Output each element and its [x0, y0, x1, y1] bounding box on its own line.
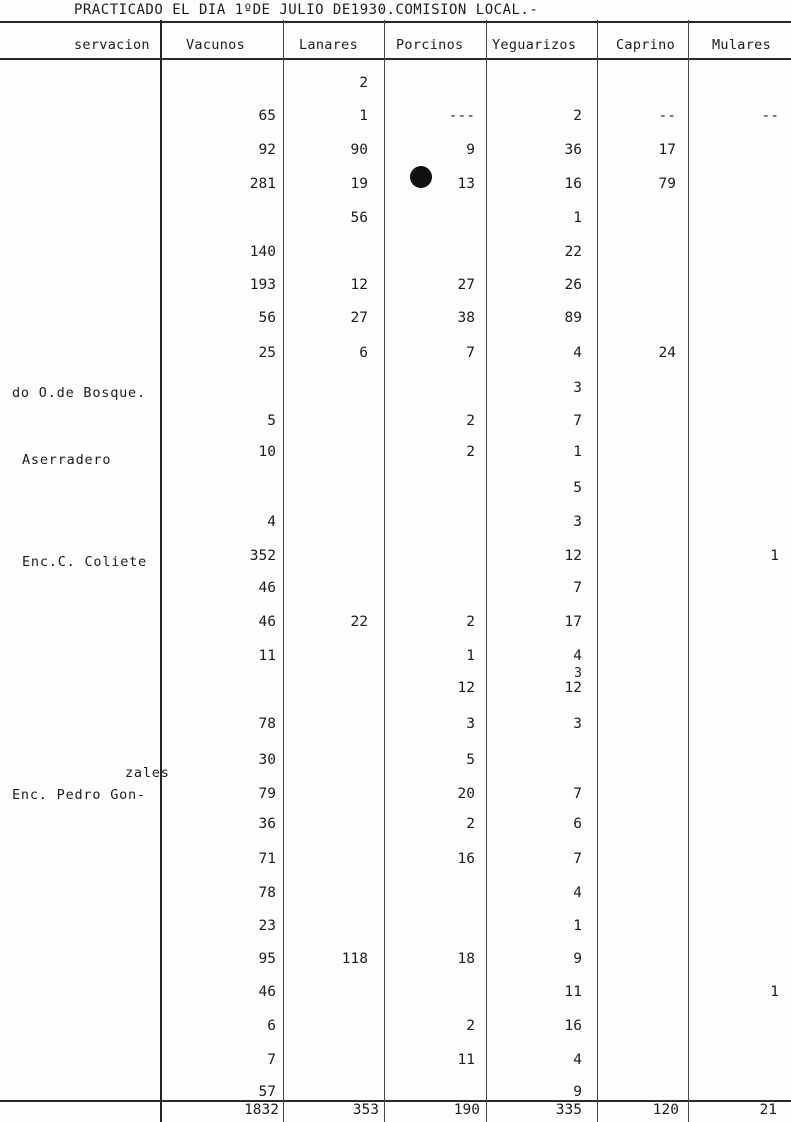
cell-vacunos: 10 [258, 444, 276, 460]
cell-lanares: 22 [350, 614, 368, 630]
cell-yeguarizos: 4 [573, 885, 582, 901]
column-divider-porcinos [486, 20, 487, 1122]
cell-vacunos: 46 [258, 580, 276, 596]
note-bosque: do O.de Bosque. [12, 385, 146, 401]
cell-lanares: 90 [350, 142, 368, 158]
cell-vacunos: 78 [258, 716, 276, 732]
cell-porcinos: 11 [457, 1052, 475, 1068]
cell-porcinos: 38 [457, 310, 475, 326]
cell-porcinos: 2 [466, 413, 475, 429]
cell-porcinos: 2 [466, 816, 475, 832]
cell-yeguarizos: 12 [564, 680, 582, 696]
cell-mulares: 1 [770, 548, 779, 564]
cell-porcinos: 12 [457, 680, 475, 696]
header-porcinos: Porcinos [396, 37, 464, 53]
cell-vacunos: 30 [258, 752, 276, 768]
cell-yeguarizos: 16 [564, 1018, 582, 1034]
column-divider-obs [160, 20, 162, 1122]
cell-porcinos: 20 [457, 786, 475, 802]
cell-yeguarizos: 5 [573, 480, 582, 496]
column-divider-vacunos [283, 20, 284, 1122]
total-mulares: 21 [759, 1102, 777, 1118]
top-rule [0, 21, 791, 23]
column-divider-yeguarizos [597, 20, 598, 1122]
header-caprino: Caprino [616, 37, 675, 53]
cell-lanares: 27 [350, 310, 368, 326]
cell-lanares: 19 [350, 176, 368, 192]
note-coliete: Enc.C. Coliete [22, 554, 147, 570]
note-pedro: Enc. Pedro Gon- [12, 787, 146, 803]
cell-vacunos: 193 [249, 277, 276, 293]
note-zales: zales [125, 765, 170, 781]
cell-porcinos: 2 [466, 1018, 475, 1034]
cell-yeguarizos: 7 [573, 786, 582, 802]
cell-yeguarizos: 1 [573, 444, 582, 460]
cell-yeguarizos: 1 [573, 210, 582, 226]
cell-lanares: 2 [359, 75, 368, 91]
cell-caprino: 24 [658, 345, 676, 361]
cell-yeguarizos: 17 [564, 614, 582, 630]
cell-vacunos: 46 [258, 614, 276, 630]
cell-porcinos: 2 [466, 614, 475, 630]
cell-yeguarizos: 22 [564, 244, 582, 260]
header-vacunos: Vacunos [186, 37, 245, 53]
cell-lanares: 1 [359, 108, 368, 124]
cell-yeguarizos: 4 [573, 1052, 582, 1068]
cell-porcinos: 2 [466, 444, 475, 460]
cell-porcinos: --- [448, 108, 475, 124]
cell-porcinos: 18 [457, 951, 475, 967]
cell-yeguarizos: 4 [573, 648, 582, 664]
cell-yeguarizos: 36 [564, 142, 582, 158]
cell-yeguarizos: 89 [564, 310, 582, 326]
cell-vacunos: 23 [258, 918, 276, 934]
column-divider-caprino [688, 20, 689, 1122]
cell-yeguarizos: 3 [573, 514, 582, 530]
cell-yeguarizos: 7 [573, 413, 582, 429]
cell-vacunos: 7 [267, 1052, 276, 1068]
ink-blot [410, 166, 432, 188]
cell-vacunos: 78 [258, 885, 276, 901]
cell-yeguarizos: 7 [573, 580, 582, 596]
cell-porcinos: 16 [457, 851, 475, 867]
cell-vacunos: 92 [258, 142, 276, 158]
note-aserradero: Aserradero [22, 452, 112, 468]
total-yeguarizos: 335 [555, 1102, 582, 1118]
cell-mulares: 1 [770, 984, 779, 1000]
header-yeguarizos: Yeguarizos [492, 37, 577, 53]
cell-yeguarizos: 2 [573, 108, 582, 124]
cell-vacunos: 46 [258, 984, 276, 1000]
cell-vacunos: 281 [249, 176, 276, 192]
cell-yeguarizos: 4 [573, 345, 582, 361]
cell-yeguarizos: 11 [564, 984, 582, 1000]
cell-yeguarizos: 9 [573, 951, 582, 967]
cell-vacunos: 4 [267, 514, 276, 530]
cell-caprino: 79 [658, 176, 676, 192]
cell-vacunos: 36 [258, 816, 276, 832]
header-observacion: servacion [74, 37, 150, 53]
cell-caprino: 17 [658, 142, 676, 158]
cell-porcinos: 9 [466, 142, 475, 158]
cell-porcinos: 5 [466, 752, 475, 768]
cell-lanares: 118 [341, 951, 368, 967]
cell-lanares: 12 [350, 277, 368, 293]
cell-vacunos: 79 [258, 786, 276, 802]
yeguarizos-correction-mark: 3 [574, 666, 582, 681]
cell-caprino: -- [658, 108, 676, 124]
cell-vacunos: 11 [258, 648, 276, 664]
cell-yeguarizos: 6 [573, 816, 582, 832]
cell-yeguarizos: 26 [564, 277, 582, 293]
header-rule [0, 58, 791, 60]
total-porcinos: 190 [453, 1102, 480, 1118]
column-divider-lanares [384, 20, 385, 1122]
total-vacunos: 1832 [244, 1102, 279, 1118]
cell-yeguarizos: 16 [564, 176, 582, 192]
cell-yeguarizos: 7 [573, 851, 582, 867]
cell-vacunos: 57 [258, 1084, 276, 1100]
cell-mulares: -- [761, 108, 779, 124]
cell-vacunos: 65 [258, 108, 276, 124]
header-lanares: Lanares [299, 37, 358, 53]
cell-vacunos: 352 [249, 548, 276, 564]
cell-porcinos: 3 [466, 716, 475, 732]
cell-vacunos: 6 [267, 1018, 276, 1034]
cell-yeguarizos: 9 [573, 1084, 582, 1100]
cell-lanares: 6 [359, 345, 368, 361]
cell-vacunos: 140 [249, 244, 276, 260]
cell-porcinos: 13 [457, 176, 475, 192]
cell-vacunos: 71 [258, 851, 276, 867]
cell-vacunos: 5 [267, 413, 276, 429]
cell-vacunos: 95 [258, 951, 276, 967]
cell-yeguarizos: 3 [573, 716, 582, 732]
cell-yeguarizos: 12 [564, 548, 582, 564]
cell-vacunos: 25 [258, 345, 276, 361]
cell-yeguarizos: 3 [573, 380, 582, 396]
document-title: PRACTICADO EL DIA 1ºDE JULIO DE1930.COMISION LOCAL.- [74, 2, 539, 18]
total-caprino: 120 [652, 1102, 679, 1118]
header-mulares: Mulares [712, 37, 771, 53]
cell-vacunos: 56 [258, 310, 276, 326]
cell-porcinos: 1 [466, 648, 475, 664]
cell-porcinos: 27 [457, 277, 475, 293]
cell-lanares: 56 [350, 210, 368, 226]
total-lanares: 353 [352, 1102, 379, 1118]
cell-yeguarizos: 1 [573, 918, 582, 934]
cell-porcinos: 7 [466, 345, 475, 361]
